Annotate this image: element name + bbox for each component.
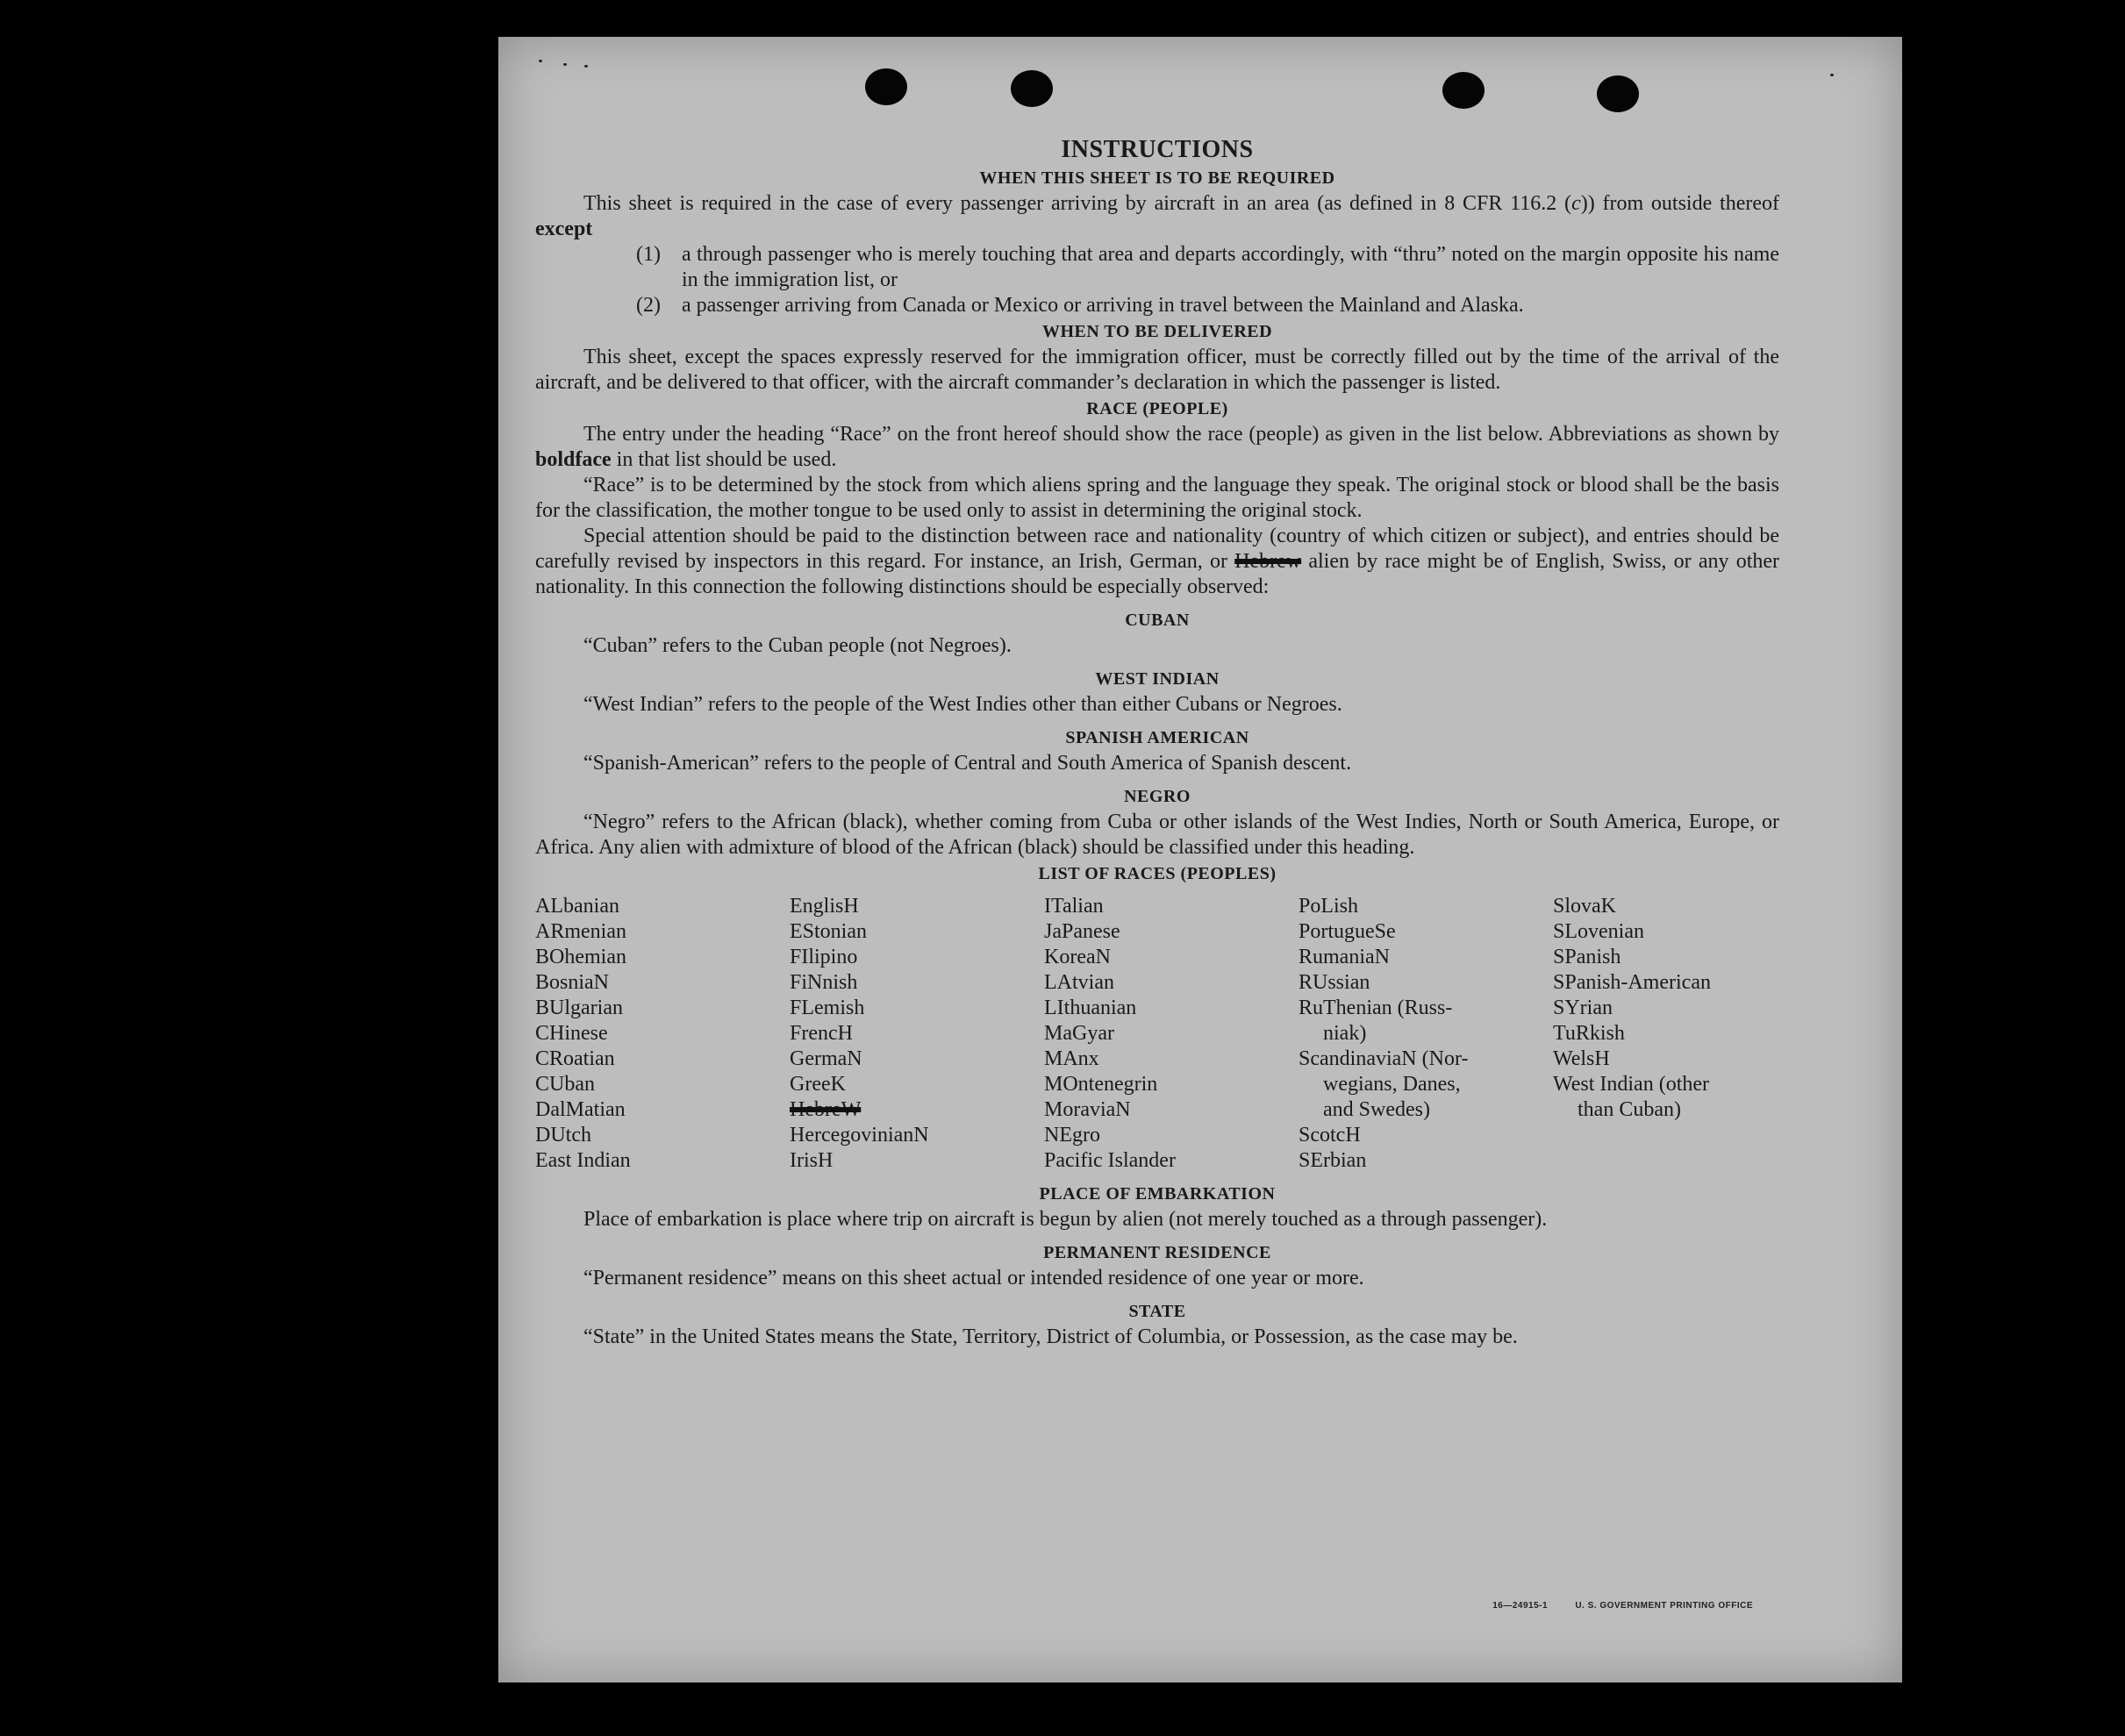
race-entry: ARmenian [535, 920, 626, 943]
item-text: a through passenger who is merely touching that area and departs accordingly, with “thru” noted on the margin opposite his name in the immigration list, or [682, 243, 1779, 291]
race-entry: BOhemian [535, 946, 626, 968]
bold-except: except [535, 218, 593, 240]
race-entry: LAtvian [1044, 971, 1114, 994]
list-item [636, 293, 1779, 318]
race-entry: FrencH [790, 1022, 853, 1045]
punch-hole [1442, 72, 1485, 109]
races-column [535, 894, 790, 1174]
footer-imprint [1468, 1601, 1753, 1611]
punch-hole [865, 68, 907, 105]
race-entry: niak) [1323, 1022, 1367, 1045]
races-list [535, 894, 1779, 1174]
heading-when-delivered: WHEN TO BE DELIVERED [1041, 322, 1273, 341]
paragraph-when-delivered: This sheet, except the spaces expressly reserved for the immigration officer, must be correctly filled out by the time of the arrival of the aircraft, and be delivered to that officer, with the aircraft commander’s declaration in which the passenger is listed. [535, 346, 1779, 394]
bold-word: boldface [535, 448, 612, 471]
race-entry: GreeK [790, 1073, 846, 1096]
paragraph-spanish-american: “Spanish-American” refers to the people of Central and South America of Spanish descent. [583, 752, 1352, 775]
race-entry: SErbian [1299, 1149, 1367, 1172]
item-number: (2) [636, 294, 661, 317]
races-column [1299, 894, 1553, 1174]
paragraph-place-of-embarkation: Place of embarkation is place where trip on aircraft is begun by alien (not merely touched as a through passenger). [583, 1208, 1548, 1231]
heading-west-indian: WEST INDIAN [1095, 669, 1220, 689]
race-entry: SLovenian [1553, 920, 1644, 943]
race-entry: KoreaN [1044, 946, 1111, 968]
race-entry: ScotcH [1299, 1124, 1361, 1147]
race-entry: wegians, Danes, [1323, 1073, 1461, 1096]
paragraph-when-required [535, 191, 1779, 242]
race-entry: HercegovinianN [790, 1124, 929, 1147]
heading-cuban: CUBAN [1125, 611, 1190, 630]
document-sheet [498, 37, 1902, 1682]
speck [563, 63, 567, 66]
races-column [790, 894, 1044, 1174]
heading-race: RACE (PEOPLE) [1086, 399, 1228, 418]
item-text: a passenger arriving from Canada or Mexico or arriving in travel between the Mainland and Alaska. [682, 294, 1524, 317]
race-entry: SYrian [1553, 997, 1613, 1019]
text-fragment: The entry under the heading “Race” on the front hereof should show the race (people) as given in the list below. Abbreviations as shown by [583, 423, 1779, 446]
paragraph-cuban: “Cuban” refers to the Cuban people (not Negroes). [583, 634, 1012, 657]
text-fragment: in that list should be used. [611, 448, 837, 471]
race-entry: CHinese [535, 1022, 608, 1045]
text-fragment: )) from outside thereof [1580, 192, 1780, 215]
race-entry: and Swedes) [1323, 1098, 1430, 1121]
race-entry: ALbanian [535, 895, 619, 918]
races-column [1044, 894, 1299, 1174]
race-entry: PoLish [1299, 895, 1359, 918]
race-entry: MOntenegrin [1044, 1073, 1158, 1096]
race-entry: RumaniaN [1299, 946, 1390, 968]
race-entry: CUban [535, 1073, 595, 1096]
struck-word: Hebrew [1234, 550, 1302, 573]
race-entry: West Indian (other [1553, 1073, 1710, 1096]
race-entry: NEgro [1044, 1124, 1100, 1147]
speck [539, 60, 542, 62]
text-fragment: Special attention should be paid to the distinction between race and nationality (country of which citizen or subject), and entries should be carefully revised by inspectors in this regard. For instance, an Irish, German, or [535, 525, 1779, 573]
race-entry: RuThenian (Russ- [1299, 997, 1453, 1019]
race-entry: LIthuanian [1044, 997, 1137, 1019]
list-item [636, 242, 1779, 293]
race-entry: ITalian [1044, 895, 1104, 918]
heading-list-of-races: LIST OF RACES (PEOPLES) [1038, 864, 1277, 883]
race-entry: FiNnish [790, 971, 858, 994]
race-entry: East Indian [535, 1149, 631, 1172]
page-title: INSTRUCTIONS [1061, 136, 1254, 163]
races-column [1553, 894, 1772, 1174]
speck [584, 65, 588, 68]
paragraph-race-2: “Race” is to be determined by the stock from which aliens spring and the language they speak. The original stock or blood shall be the basis for the classification, the mother tongue to be used only to assist in determining the original stock. [535, 474, 1779, 522]
race-entry: FLemish [790, 997, 865, 1019]
text-fragment: alien by race might be of English, Swiss, or any other nationality. In this connection the following distinctions should be especially observed: [535, 550, 1780, 598]
paragraph-race-3 [535, 524, 1779, 600]
heading-place-of-embarkation: PLACE OF EMBARKATION [1039, 1184, 1276, 1204]
heading-state: STATE [1128, 1302, 1186, 1321]
race-entry: TuRkish [1553, 1022, 1625, 1045]
race-entry: CRoatian [535, 1047, 615, 1070]
form-number: 16—24915-1 [1492, 1601, 1549, 1611]
race-entry: ScandinaviaN (Nor- [1299, 1047, 1469, 1070]
race-entry: FIlipino [790, 946, 858, 968]
text-fragment: This sheet is required in the case of every passenger arriving by aircraft in an area (as defined in 8 CFR 116.2 ( [583, 192, 1572, 215]
paragraph-west-indian: “West Indian” refers to the people of the West Indies other than either Cubans or Negroes. [583, 693, 1342, 716]
race-entry: WelsH [1553, 1047, 1610, 1070]
race-entry: EnglisH [790, 895, 859, 918]
race-entry: MAnx [1044, 1047, 1099, 1070]
printer-imprint: U. S. GOVERNMENT PRINTING OFFICE [1575, 1601, 1753, 1611]
heading-spanish-american: SPANISH AMERICAN [1065, 728, 1249, 747]
race-entry: EStonian [790, 920, 867, 943]
race-entry: SPanish [1553, 946, 1621, 968]
race-entry: PortugueSe [1299, 920, 1396, 943]
paragraph-negro: “Negro” refers to the African (black), whether coming from Cuba or other islands of the West Indies, North or South America, Europe, or Africa. Any alien with admixture of blood of the African (black) should be classified under this heading. [535, 811, 1779, 859]
race-entry-struck: HebreW [790, 1098, 862, 1121]
race-entry: BUlgarian [535, 997, 623, 1019]
paragraph-permanent-residence: “Permanent residence” means on this sheet actual or intended residence of one year or more. [583, 1267, 1364, 1289]
race-entry: JaPanese [1044, 920, 1120, 943]
race-entry: SPanish-American [1553, 971, 1711, 994]
race-entry: than Cuban) [1578, 1098, 1681, 1121]
punch-hole [1011, 70, 1053, 107]
race-entry: IrisH [790, 1149, 834, 1172]
race-entry: DUtch [535, 1124, 591, 1147]
race-entry: DalMatian [535, 1098, 626, 1121]
heading-permanent-residence: PERMANENT RESIDENCE [1043, 1243, 1271, 1262]
item-number: (1) [636, 243, 661, 266]
heading-when-required: WHEN THIS SHEET IS TO BE REQUIRED [979, 168, 1335, 188]
speck [1830, 74, 1834, 76]
paragraph-state: “State” in the United States means the State, Territory, District of Columbia, or Possession, as the case may be. [583, 1325, 1518, 1348]
race-entry: GermaN [790, 1047, 862, 1070]
paragraph-race-1 [535, 422, 1779, 473]
race-entry: RUssian [1299, 971, 1370, 994]
race-entry: BosniaN [535, 971, 609, 994]
race-entry: SlovaK [1553, 895, 1616, 918]
punch-hole [1597, 75, 1639, 112]
race-entry: MaGyar [1044, 1022, 1114, 1045]
race-entry: Pacific Islander [1044, 1149, 1176, 1172]
race-entry: MoraviaN [1044, 1098, 1131, 1121]
text-fragment: c [1571, 192, 1581, 215]
document-content [535, 135, 1779, 1350]
heading-negro: NEGRO [1124, 787, 1191, 806]
